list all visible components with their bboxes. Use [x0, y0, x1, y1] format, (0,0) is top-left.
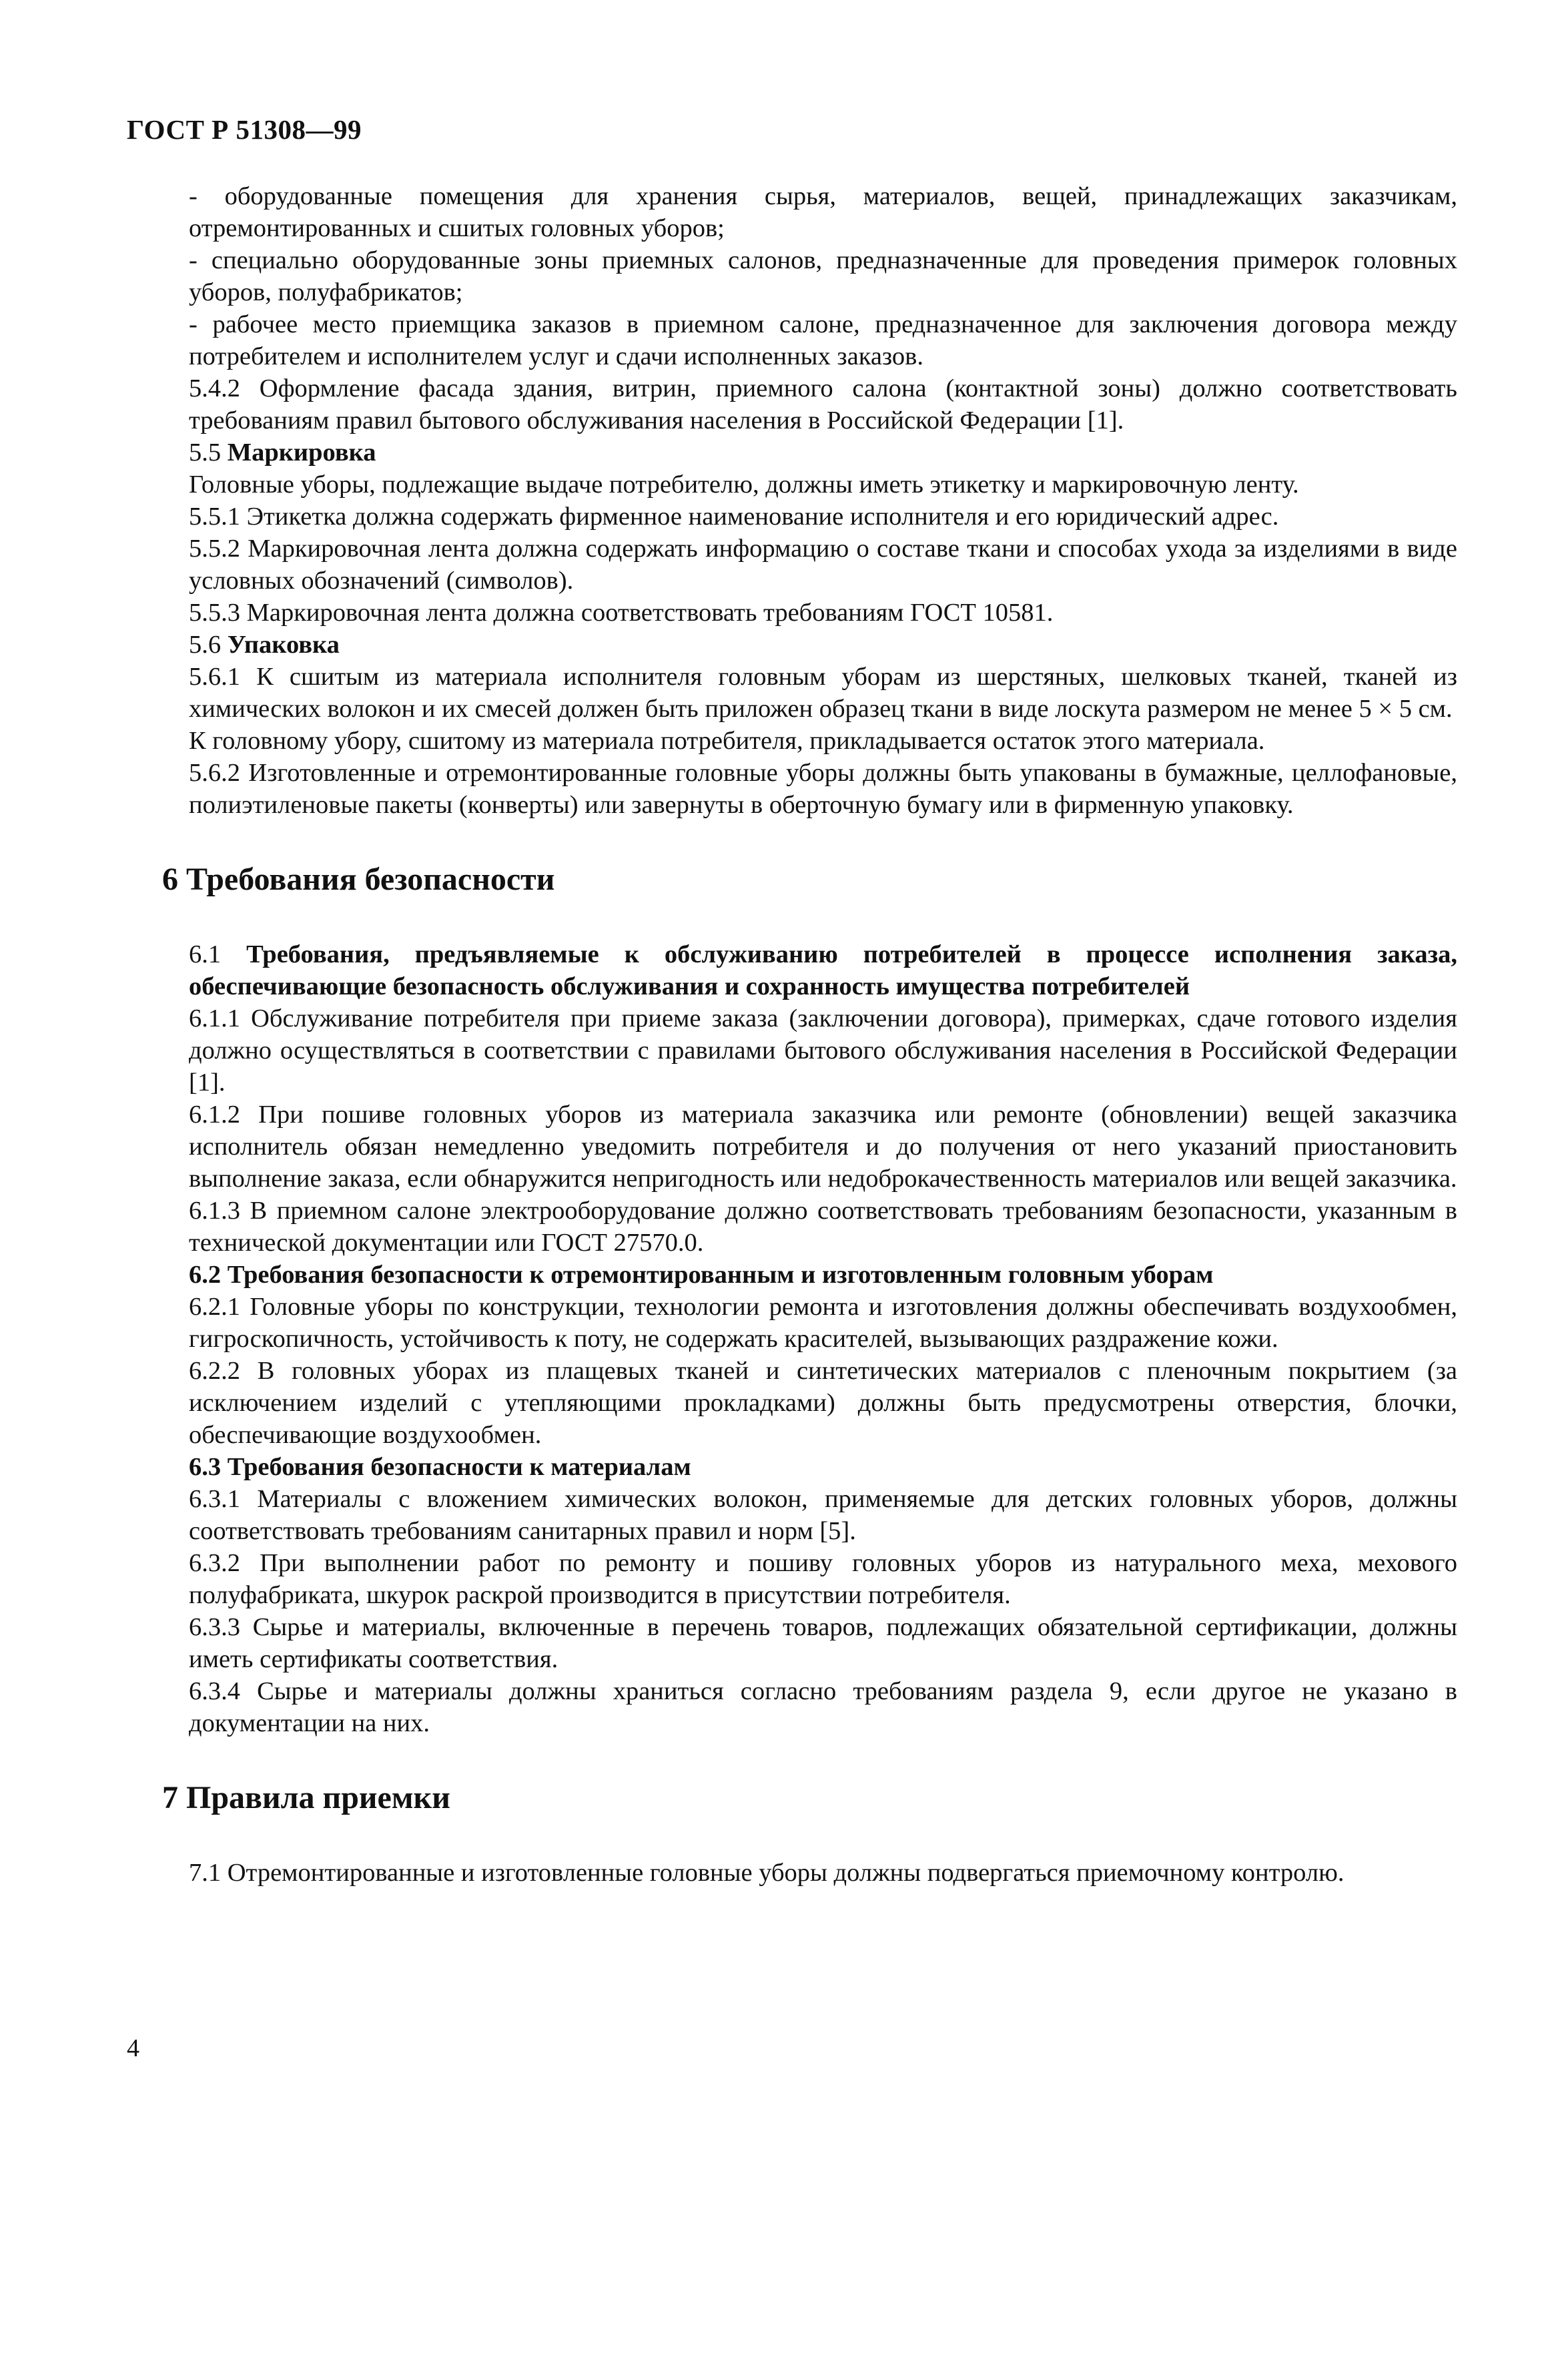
subsection-number: 6.3 [189, 1453, 222, 1481]
clause-5-6-2: 5.6.2 Изготовленные и отремонтированные головные уборы должны быть упакованы в бумажные, целлофановые, полиэтиленовые пакеты (конверты) или завернуты в оберточную бумагу или в фирменную упаковку. [189, 759, 1457, 819]
clause-6-2-1: 6.2.1 Головные уборы по конструкции, технологии ремонта и изготовления должны обеспечивать воздухообмен, гигроскопичность, устойчивость к поту, не содержать красителей, вызывающих раздражение кожи. [189, 1293, 1457, 1353]
clause-5-5-3: 5.5.3 Маркировочная лента должна соответствовать требованиям ГОСТ 10581. [189, 599, 1054, 627]
page-number: 4 [127, 2034, 139, 2062]
clause-6-2-2: 6.2.2 В головных уборах из плащевых тканей и синтетических материалов с пленочным покрытием (за исключением изделий с утепляющими прокладками) должны быть предусмотрены отверстия, блочки, обеспечивающие воздухообмен. [189, 1357, 1457, 1449]
clause-5-5-2: 5.5.2 Маркировочная лента должна содержать информацию о составе ткани и способах ухода за изделиями в виде условных обозначений (символов). [189, 535, 1457, 595]
clause-6-3-3: 6.3.3 Сырье и материалы, включенные в перечень товаров, подлежащих обязательной сертификации, должны иметь сертификаты соответствия. [189, 1613, 1457, 1673]
subsection-heading-6-3 [189, 1451, 1457, 1483]
page-content [162, 180, 1457, 1889]
subsection-title: Маркировка [227, 438, 376, 467]
list-item: - рабочее место приемщика заказов в приемном салоне, предназначенное для заключения договора между потребителем и исполнителем услуг и сдачи исполненных заказов. [189, 310, 1457, 370]
clause-7-1: 7.1 Отремонтированные и изготовленные головные уборы должны подвергаться приемочному контролю. [189, 1859, 1344, 1887]
subsection-number: 5.6 [189, 631, 222, 659]
clause-6-1-3: 6.1.3 В приемном салоне электрооборудование должно соответствовать требованиям безопасности, указанным в технической документации или ГОСТ 27570.0. [189, 1197, 1457, 1257]
clause-5-5-intro: Головные уборы, подлежащие выдаче потребителю, должны иметь этикетку и маркировочную ленту. [189, 471, 1299, 499]
subsection-number: 5.5 [189, 438, 222, 467]
subsection-number: 6.2 [189, 1261, 222, 1289]
subsection-title: Требования безопасности к отремонтированным и изготовленным головным уборам [227, 1261, 1214, 1289]
clause-6-3-4: 6.3.4 Сырье и материалы должны храниться согласно требованиям раздела 9, если другое не указано в документации на них. [189, 1677, 1457, 1737]
subsection-heading-5-6 [189, 629, 1457, 661]
clause-6-1-1: 6.1.1 Обслуживание потребителя при приеме заказа (заключении договора), примерках, сдаче готового изделия должно осуществляться в соответствии с правилами бытового обслуживания населения в Российской Федерации [1]. [189, 1004, 1457, 1097]
subsection-heading-6-2 [189, 1259, 1457, 1291]
subsection-title: Требования, предъявляемые к обслуживанию потребителей в процессе исполнения заказа, обеспечивающие безопасность обслуживания и сохранность имущества потребителей [189, 940, 1457, 1000]
section-heading-6: 6 Требования безопасности [162, 862, 555, 897]
document-code: ГОСТ Р 51308—99 [127, 114, 362, 145]
section-heading-7: 7 Правила приемки [162, 1780, 450, 1815]
clause-6-1-2: 6.1.2 При пошиве головных уборов из материала заказчика или ремонте (обновлении) вещей заказчика исполнитель обязан немедленно уведомить потребителя и до получения от него указаний приостановить выполнение заказа, если обнаружится непригодность или недоброкачественность материалов или вещей заказчика. [189, 1101, 1457, 1193]
clause-5-4-2: 5.4.2 Оформление фасада здания, витрин, приемного салона (контактной зоны) должно соответствовать требованиям правил бытового обслуживания населения в Российской Федерации [1]. [189, 374, 1457, 434]
list-item: - специально оборудованные зоны приемных салонов, предназначенные для проведения примерок головных уборов, полуфабрикатов; [189, 246, 1457, 306]
clause-5-6-1-continued: К головному убору, сшитому из материала потребителя, прикладывается остаток этого материала. [189, 727, 1265, 755]
subsection-title: Упаковка [227, 631, 340, 659]
clause-6-3-2: 6.3.2 При выполнении работ по ремонту и пошиву головных уборов из натурального меха, мехового полуфабриката, шкурок раскрой производится в присутствии потребителя. [189, 1549, 1457, 1609]
clause-5-6-1: 5.6.1 К сшитым из материала исполнителя головным уборам из шерстяных, шелковых тканей, тканей из химических волокон и их смесей должен быть приложен образец ткани в виде лоскута размером не менее 5 × 5 см. [189, 663, 1457, 723]
clause-5-5-1: 5.5.1 Этикетка должна содержать фирменное наименование исполнителя и его юридический адрес. [189, 503, 1279, 531]
subsection-heading-5-5 [189, 436, 1457, 469]
clause-6-3-1: 6.3.1 Материалы с вложением химических волокон, применяемые для детских головных уборов, должны соответствовать требованиям санитарных правил и норм [5]. [189, 1485, 1457, 1545]
list-item: - оборудованные помещения для хранения сырья, материалов, вещей, принадлежащих заказчикам, отремонтированных и сшитых головных уборов; [189, 182, 1457, 242]
subsection-heading-6-1 [189, 938, 1457, 1002]
subsection-number: 6.1 [189, 940, 222, 968]
subsection-title: Требования безопасности к материалам [227, 1453, 691, 1481]
